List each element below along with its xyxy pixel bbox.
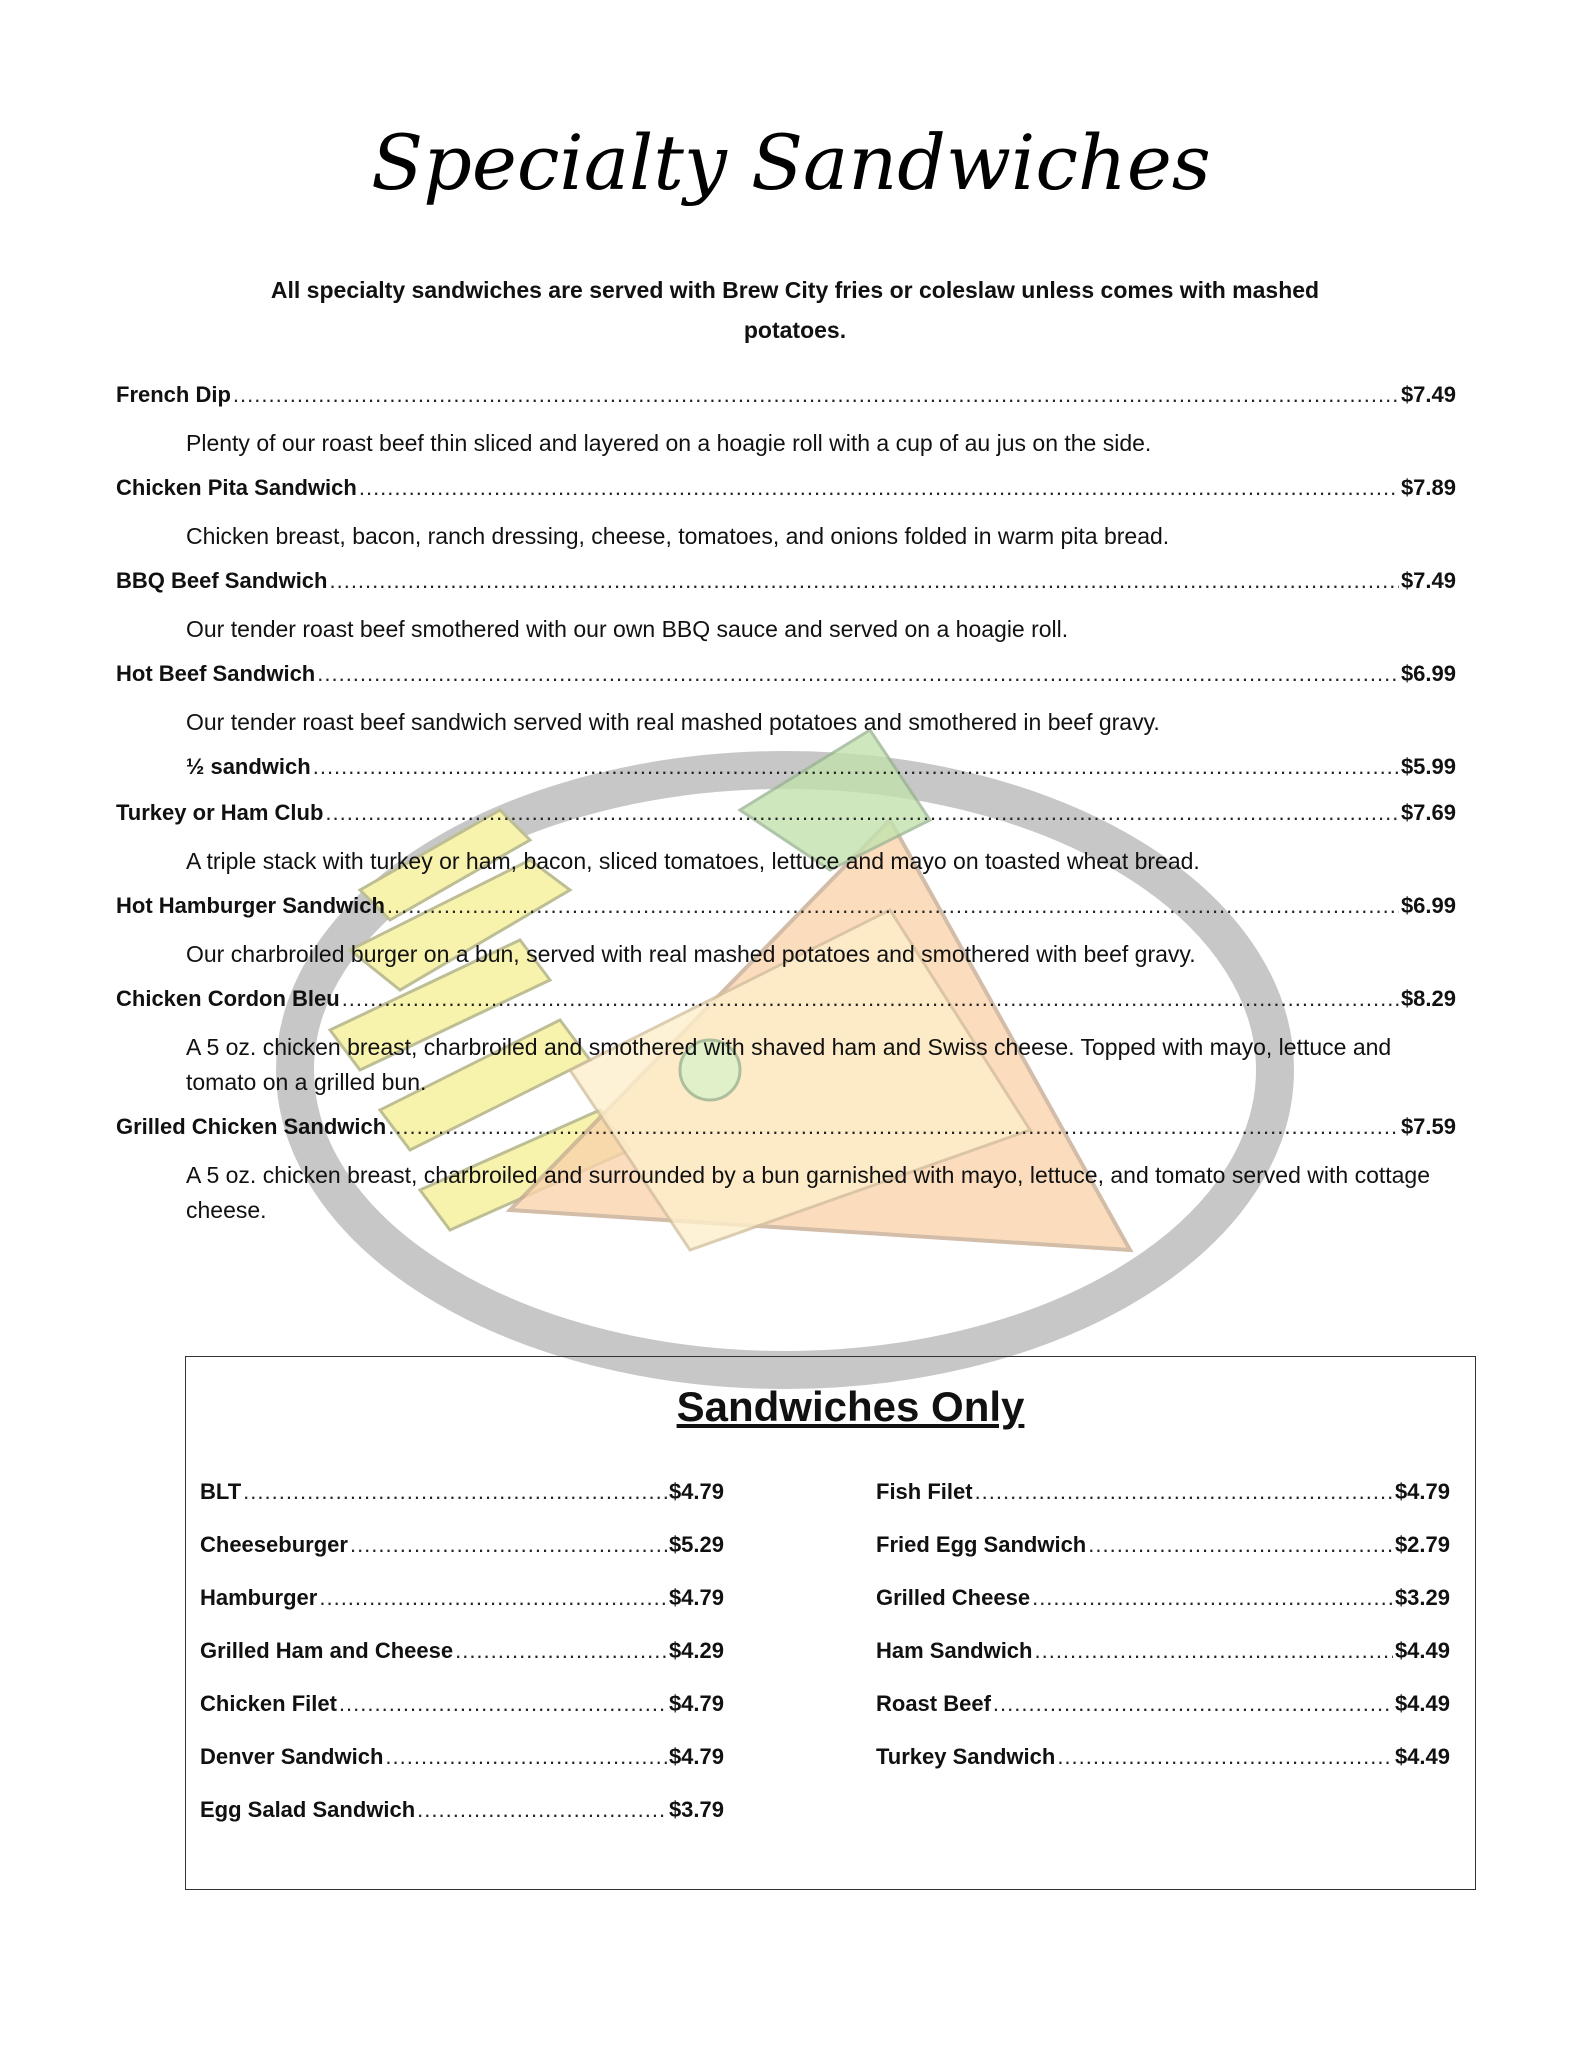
dot-leader xyxy=(1057,1730,1393,1783)
item-price: $8.29 xyxy=(1400,986,1456,1011)
dot-leader xyxy=(385,1730,667,1783)
item-name: Chicken Pita Sandwich xyxy=(116,475,357,500)
dot-leader xyxy=(339,1677,667,1730)
item-name: Egg Salad Sandwich xyxy=(200,1797,416,1822)
item-price: $7.59 xyxy=(1400,1114,1456,1139)
item-description: Our charbroiled burger on a bun, served with real mashed potatoes and smothered with beef gravy. xyxy=(186,941,1196,967)
list-item xyxy=(876,1624,1450,1677)
dot-leader xyxy=(1034,1624,1392,1677)
dot-leader xyxy=(319,1571,667,1624)
list-item xyxy=(200,1677,724,1730)
item-name: Denver Sandwich xyxy=(200,1744,384,1769)
item-name: Fish Filet xyxy=(876,1479,973,1504)
item-name: BLT xyxy=(200,1479,242,1504)
item-description: A triple stack with turkey or ham, bacon, sliced tomatoes, lettuce and mayo on toasted wheat bread. xyxy=(186,848,1200,874)
specialty-menu-list xyxy=(116,368,1456,1234)
item-name: ½ sandwich xyxy=(186,754,311,779)
item-name: Fried Egg Sandwich xyxy=(876,1532,1087,1557)
item-description: A 5 oz. chicken breast, charbroiled and smothered with shaved ham and Swiss cheese. Topped with mayo, lettuce and tomato on a grilled bun. xyxy=(186,1034,1392,1095)
item-price: $4.79 xyxy=(668,1585,724,1610)
list-item xyxy=(200,1730,724,1783)
list-item xyxy=(876,1571,1450,1624)
item-price: $4.79 xyxy=(668,1691,724,1716)
sandwiches-only-left-column xyxy=(200,1465,724,1836)
list-item xyxy=(200,1571,724,1624)
list-item xyxy=(876,1677,1450,1730)
item-name: French Dip xyxy=(116,382,231,407)
item-description: Our tender roast beef sandwich served with real mashed potatoes and smothered in beef gravy. xyxy=(186,709,1160,735)
list-item xyxy=(200,1624,724,1677)
item-name: Roast Beef xyxy=(876,1691,991,1716)
item-price: $4.49 xyxy=(1394,1638,1450,1663)
dot-leader xyxy=(329,562,1398,600)
item-name: Hot Hamburger Sandwich xyxy=(116,893,385,918)
item-name: Hot Beef Sandwich xyxy=(116,661,316,686)
dot-leader xyxy=(325,794,1399,832)
menu-item xyxy=(116,655,1456,786)
list-item xyxy=(200,1783,724,1836)
item-name: BBQ Beef Sandwich xyxy=(116,568,328,593)
dot-leader xyxy=(317,655,1399,693)
item-price: $7.49 xyxy=(1400,382,1456,407)
menu-item xyxy=(116,980,1456,1100)
list-item xyxy=(876,1465,1450,1518)
item-price: $7.89 xyxy=(1400,475,1456,500)
dot-leader xyxy=(233,376,1399,414)
item-description: Plenty of our roast beef thin sliced and layered on a hoagie roll with a cup of au jus on the side. xyxy=(186,430,1152,456)
item-price: $6.99 xyxy=(1400,661,1456,686)
item-name: Grilled Ham and Cheese xyxy=(200,1638,454,1663)
dot-leader xyxy=(975,1465,1393,1518)
dot-leader xyxy=(350,1518,667,1571)
item-price: $2.79 xyxy=(1394,1532,1450,1557)
item-name: Cheeseburger xyxy=(200,1532,348,1557)
dot-leader xyxy=(243,1465,667,1518)
item-name: Turkey or Ham Club xyxy=(116,800,324,825)
item-price: $4.79 xyxy=(1394,1479,1450,1504)
list-item xyxy=(200,1518,724,1571)
dot-leader xyxy=(417,1783,667,1836)
item-name: Turkey Sandwich xyxy=(876,1744,1056,1769)
item-price: $5.99 xyxy=(1400,754,1456,779)
menu-item xyxy=(116,887,1456,972)
item-price: $4.49 xyxy=(1394,1744,1450,1769)
item-price: $3.79 xyxy=(668,1797,724,1822)
list-item xyxy=(876,1518,1450,1571)
item-name: Chicken Filet xyxy=(200,1691,337,1716)
item-price: $6.99 xyxy=(1400,893,1456,918)
dot-leader xyxy=(1088,1518,1393,1571)
menu-item xyxy=(116,794,1456,879)
list-item xyxy=(876,1730,1450,1783)
item-name: Hamburger xyxy=(200,1585,318,1610)
list-item xyxy=(200,1465,724,1518)
dot-leader xyxy=(388,1108,1399,1146)
item-name: Chicken Cordon Bleu xyxy=(116,986,340,1011)
item-description: A 5 oz. chicken breast, charbroiled and surrounded by a bun garnished with mayo, lettuce, and tomato served with cottage cheese. xyxy=(186,1162,1431,1223)
dot-leader xyxy=(455,1624,667,1677)
item-price: $4.79 xyxy=(668,1744,724,1769)
item-name: Grilled Cheese xyxy=(876,1585,1031,1610)
menu-item xyxy=(116,469,1456,554)
item-price: $5.29 xyxy=(668,1532,724,1557)
half-sandwich-row xyxy=(186,748,1456,786)
item-price: $4.79 xyxy=(668,1479,724,1504)
item-price: $4.49 xyxy=(1394,1691,1450,1716)
item-price: $3.29 xyxy=(1394,1585,1450,1610)
menu-item xyxy=(116,1108,1456,1228)
item-description: Our tender roast beef smothered with our own BBQ sauce and served on a hoagie roll. xyxy=(186,616,1069,642)
item-price: $7.69 xyxy=(1400,800,1456,825)
menu-item xyxy=(116,376,1456,461)
sandwiches-only-title: Sandwiches Only xyxy=(676,1383,1025,1430)
menu-item xyxy=(116,562,1456,647)
item-price: $7.49 xyxy=(1400,568,1456,593)
item-name: Ham Sandwich xyxy=(876,1638,1033,1663)
page-title: Specialty Sandwiches xyxy=(371,118,1211,207)
dot-leader xyxy=(993,1677,1393,1730)
dot-leader xyxy=(1032,1571,1393,1624)
dot-leader xyxy=(387,887,1399,925)
item-description: Chicken breast, bacon, ranch dressing, cheese, tomatoes, and onions folded in warm pita bread. xyxy=(186,523,1170,549)
dot-leader xyxy=(342,980,1399,1018)
sandwiches-only-box xyxy=(185,1356,1476,1890)
item-price: $4.29 xyxy=(668,1638,724,1663)
dot-leader xyxy=(359,469,1399,507)
item-name: Grilled Chicken Sandwich xyxy=(116,1114,387,1139)
sandwiches-only-right-column xyxy=(876,1465,1450,1783)
dot-leader xyxy=(313,748,1399,786)
page-subtitle: All specialty sandwiches are served with Brew City fries or coleslaw unless comes with mashed potatoes. xyxy=(270,277,1320,343)
